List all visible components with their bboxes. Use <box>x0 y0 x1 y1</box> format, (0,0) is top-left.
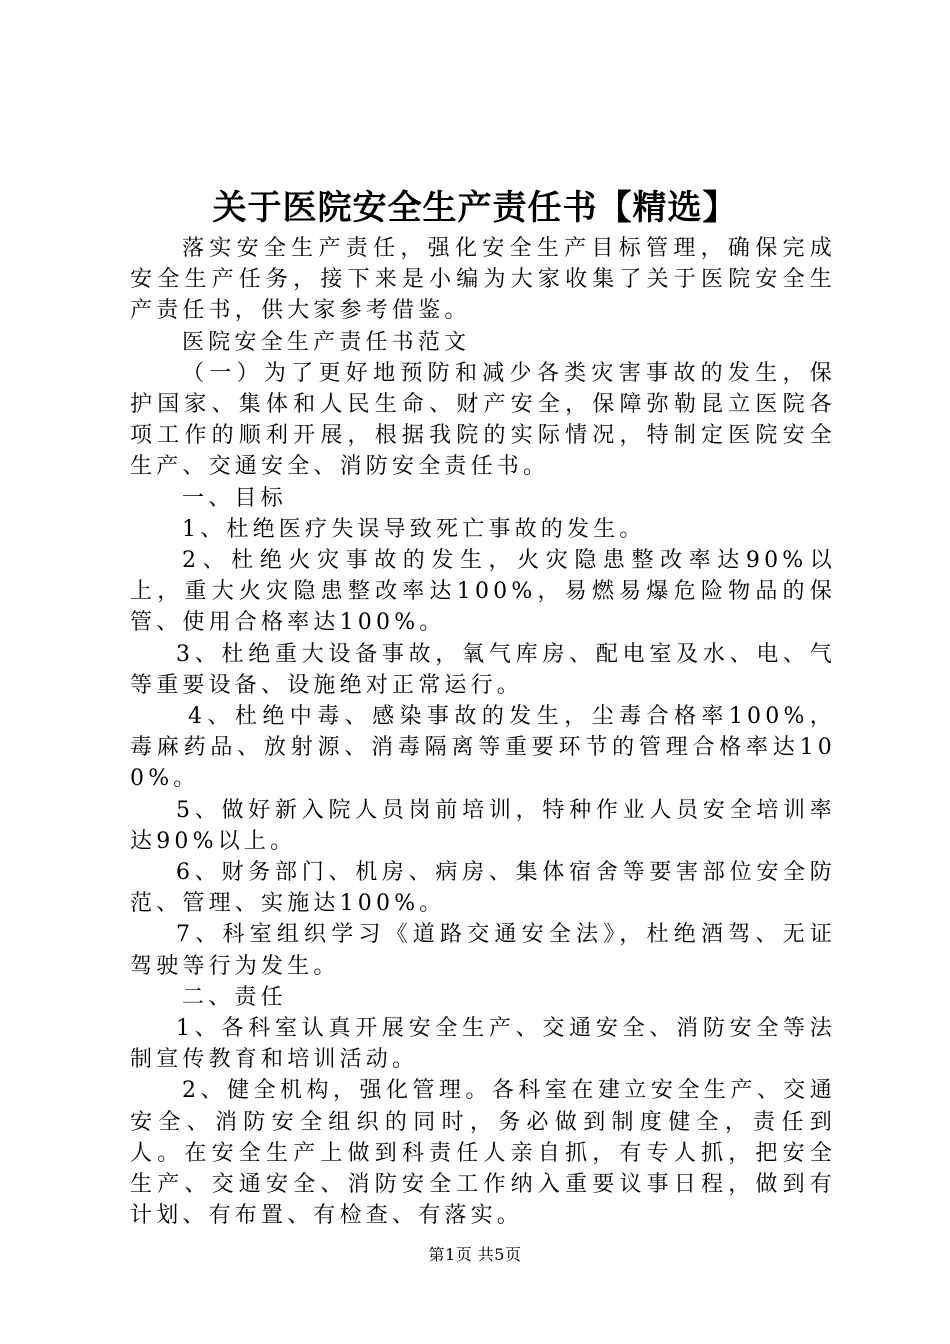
paragraph-responsibility-2: 2、健全机构，强化管理。各科室在建立安全生产、交通安全、消防安全组织的同时，务必做到制度健全，责任到人。在安全生产上做到科责任人亲自抓，有专人抓，把安全生产、交通安全、消防安全工作纳入重要议事日程，做到有计划、有布置、有检查、有落实。 <box>130 1078 836 1229</box>
paragraph-goal-1: 1、杜绝医疗失误导致死亡事故的发生。 <box>182 516 646 542</box>
paragraph-section-one: （一）为了更好地预防和减少各类灾害事故的发生，保护国家、集体和人民生命、财产安全，保障弥勒昆立医院各项工作的顺利开展，根据我院的实际情况，特制定医院安全生产、交通安全、消防安全责任书。 <box>130 360 836 480</box>
paragraph-goal-6: 6、财务部门、机房、病房、集体宿舍等要害部位安全防范、管理、实施达100%。 <box>130 860 836 917</box>
paragraph-goal-3: 3、杜绝重大设备事故，氧气库房、配电室及水、电、气等重要设备、设施绝对正常运行。 <box>130 641 836 698</box>
document-title: 关于医院安全生产责任书【精选】 <box>212 188 738 228</box>
document-body <box>130 233 836 1232</box>
paragraph-goal-4: 4、杜绝中毒、感染事故的发生，尘毒合格率100%，毒麻药品、放射源、消毒隔离等重要环节的管理合格率达100%。 <box>130 704 836 792</box>
paragraph-goal-7: 7、科室组织学习《道路交通安全法》，杜绝酒驾、无证驾驶等行为发生。 <box>130 922 836 979</box>
paragraph-goal-5: 5、做好新入院人员岗前培训，特种作业人员安全培训率达90%以上。 <box>130 797 836 854</box>
paragraph-heading-responsibility: 二、责任 <box>182 984 287 1010</box>
paragraph-intro: 落实安全生产责任，强化安全生产目标管理，确保完成安全生产任务，接下来是小编为大家收集了关于医院安全生产责任书，供大家参考借鉴。 <box>130 236 836 324</box>
paragraph-heading-goals: 一、目标 <box>182 485 287 511</box>
page-footer: 第1页 共5页 <box>428 1245 522 1264</box>
paragraph-goal-2: 2、杜绝火灾事故的发生，火灾隐患整改率达90%以上，重大火灾隐患整改率达100%，易燃易爆危险物品的保管、使用合格率达100%。 <box>130 548 836 636</box>
paragraph-responsibility-1: 1、各科室认真开展安全生产、交通安全、消防安全等法制宣传教育和培训活动。 <box>130 1016 836 1073</box>
paragraph-heading-sample: 医院安全生产责任书范文 <box>182 329 471 355</box>
